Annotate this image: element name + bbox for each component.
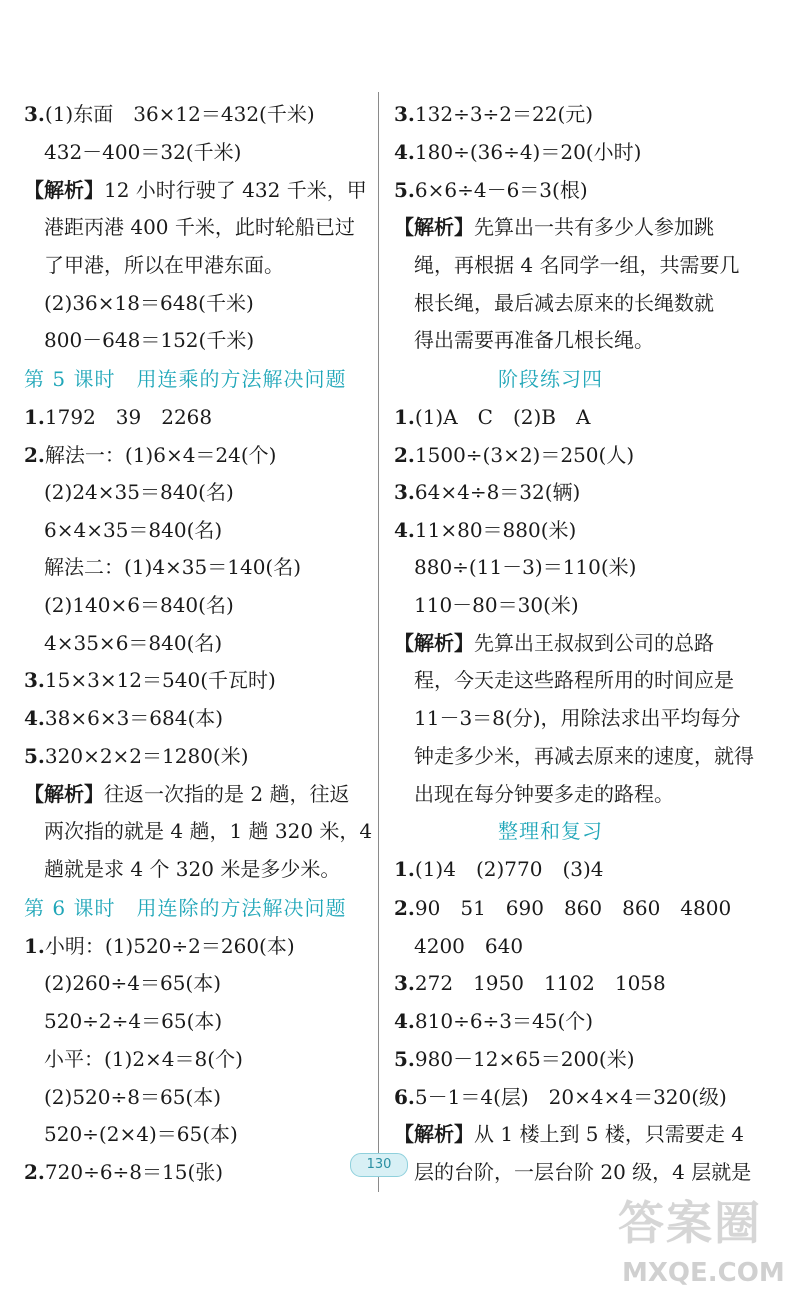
analysis-tag: 【解析】 <box>394 215 474 239</box>
line-text: 11－3＝8(分)，用除法求出平均每分 <box>414 706 741 730</box>
answer-line <box>394 1008 593 1034</box>
answer-line <box>44 856 340 882</box>
line-text: (1)4 (2)770 (3)4 <box>414 857 604 881</box>
analysis-tag: 【解析】 <box>24 782 104 806</box>
question-number: 5. <box>394 178 415 202</box>
question-number: 2. <box>394 896 415 920</box>
line-text: 180÷(36÷4)＝20(小时) <box>414 140 642 164</box>
line-text: 钟走多少米，再减去原来的速度，就得 <box>414 744 754 768</box>
answer-line <box>44 630 222 656</box>
line-text: 810÷6÷3＝45(个) <box>414 1009 594 1033</box>
answer-line <box>394 139 641 165</box>
line-text: (2)260÷4＝65(本) <box>44 971 222 995</box>
page-number: 130 <box>350 1153 408 1177</box>
question-number: 5. <box>24 744 45 768</box>
line-text: 从 1 楼上到 5 楼，只需要走 4 <box>474 1122 744 1146</box>
line-text: 先算出王叔叔到公司的总路 <box>474 631 714 655</box>
line-text: 根长绳，最后减去原来的长绳数就 <box>414 291 714 315</box>
line-text: 1792 39 2268 <box>44 405 213 429</box>
answer-line <box>24 705 223 731</box>
line-text: 出现在每分钟要多走的路程。 <box>414 782 674 806</box>
answer-line <box>414 327 654 353</box>
question-number: 3. <box>394 480 415 504</box>
line-text: 两次指的就是 4 趟，1 趟 320 米，4 <box>44 819 373 843</box>
line-text: 了甲港，所以在甲港东面。 <box>44 253 284 277</box>
section-heading <box>24 895 346 921</box>
answer-line <box>24 101 315 127</box>
line-text: 64×4÷8＝32(辆) <box>414 480 581 504</box>
question-number: 1. <box>394 857 415 881</box>
line-text: 800－648＝152(千米) <box>44 328 255 352</box>
question-number: 4. <box>24 706 45 730</box>
line-text: 整理和复习 <box>498 819 603 843</box>
line-text: 4200 640 <box>414 934 524 958</box>
answer-line <box>394 442 634 468</box>
line-text: 解法一：(1)6×4＝24(个) <box>44 443 277 467</box>
question-number: 4. <box>394 140 415 164</box>
question-number: 3. <box>24 102 45 126</box>
answer-line <box>414 933 523 959</box>
line-text: 港距丙港 400 千米，此时轮船已过 <box>44 215 355 239</box>
section-heading <box>498 366 603 392</box>
answer-line <box>414 705 741 731</box>
question-number: 1. <box>24 405 45 429</box>
answer-line <box>44 818 372 844</box>
line-text: 得出需要再准备几根长绳。 <box>414 328 654 352</box>
answer-line <box>394 856 604 882</box>
line-text: 880÷(11－3)＝110(米) <box>414 555 637 579</box>
line-text: 解法二：(1)4×35＝140(名) <box>44 555 302 579</box>
line-text: (2)36×18＝648(千米) <box>44 291 254 315</box>
answer-line <box>44 1121 238 1147</box>
line-text: 320×2×2＝1280(米) <box>44 744 249 768</box>
answer-line <box>24 743 249 769</box>
line-text: 趟就是求 4 个 320 米是多少米。 <box>44 857 341 881</box>
answer-line <box>414 781 674 807</box>
section-heading <box>498 818 603 844</box>
question-number: 3. <box>24 668 45 692</box>
answer-line <box>44 327 254 353</box>
question-number: 2. <box>24 443 45 467</box>
line-text: 先算出一共有多少人参加跳 <box>474 215 714 239</box>
answer-line <box>24 781 349 807</box>
answer-line <box>394 630 714 656</box>
line-text: 132÷3÷2＝22(元) <box>414 102 594 126</box>
line-text: 4×35×6＝840(名) <box>44 631 223 655</box>
line-text: 15×3×12＝540(千瓦时) <box>44 668 276 692</box>
question-number: 4. <box>394 1009 415 1033</box>
line-text: 980－12×65＝200(米) <box>414 1047 635 1071</box>
question-number: 3. <box>394 971 415 995</box>
line-text: 520÷2÷4＝65(本) <box>44 1009 223 1033</box>
answer-line <box>44 1008 222 1034</box>
line-text: 5－1＝4(层) 20×4×4＝320(级) <box>414 1085 727 1109</box>
answer-line <box>44 517 222 543</box>
analysis-tag: 【解析】 <box>24 178 104 202</box>
answer-line <box>44 1084 221 1110</box>
answer-line <box>394 404 590 430</box>
answer-line <box>414 1159 751 1185</box>
answer-line <box>394 895 731 921</box>
answer-line <box>414 667 734 693</box>
answer-line <box>24 667 276 693</box>
answer-line <box>394 101 593 127</box>
answer-line <box>414 252 739 278</box>
answer-line <box>414 592 579 618</box>
line-text: 第 6 课时 用连除的方法解决问题 <box>24 896 347 920</box>
line-text: 12 小时行驶了 432 千米，甲 <box>104 178 367 202</box>
question-number: 2. <box>394 443 415 467</box>
answer-line <box>44 1046 243 1072</box>
line-text: 往返一次指的是 2 趟，往返 <box>104 782 350 806</box>
question-number: 4. <box>394 518 415 542</box>
line-text: 520÷(2×4)＝65(本) <box>44 1122 238 1146</box>
question-number: 6. <box>394 1085 415 1109</box>
answer-line <box>44 252 284 278</box>
answer-line <box>394 1046 635 1072</box>
line-text: 小明：(1)520÷2＝260(本) <box>44 934 295 958</box>
answer-line <box>414 743 754 769</box>
section-heading <box>24 366 346 392</box>
analysis-tag: 【解析】 <box>394 631 474 655</box>
answer-line <box>44 592 234 618</box>
answer-line <box>24 442 276 468</box>
line-text: 720÷6÷8＝15(张) <box>44 1160 224 1184</box>
question-number: 3. <box>394 102 415 126</box>
answer-line <box>394 970 666 996</box>
question-number: 1. <box>24 934 45 958</box>
answer-line <box>44 139 241 165</box>
line-text: (2)24×35＝840(名) <box>44 480 234 504</box>
line-text: 11×80＝880(米) <box>414 518 577 542</box>
question-number: 1. <box>394 405 415 429</box>
line-text: (2)520÷8＝65(本) <box>44 1085 222 1109</box>
line-text: 绳，再根据 4 名同学一组，共需要几 <box>414 253 740 277</box>
answer-line <box>394 214 714 240</box>
line-text: 第 5 课时 用连乘的方法解决问题 <box>24 367 347 391</box>
answer-line <box>44 290 254 316</box>
answer-line <box>414 554 637 580</box>
line-text: (1)A C (2)B A <box>414 405 591 429</box>
answer-line <box>24 1159 223 1185</box>
answer-line <box>394 177 588 203</box>
line-text: (2)140×6＝840(名) <box>44 593 234 617</box>
watermark-logo: 答案圈 <box>618 1196 762 1250</box>
line-text: 程，今天走这些路程所用的时间应是 <box>414 668 734 692</box>
answer-line <box>24 404 212 430</box>
line-text: 1500÷(3×2)＝250(人) <box>414 443 635 467</box>
answer-line <box>44 479 234 505</box>
watermark-url: MXQE.COM <box>622 1258 785 1288</box>
answer-line <box>394 1084 727 1110</box>
line-text: 272 1950 1102 1058 <box>414 971 666 995</box>
answer-line <box>44 214 355 240</box>
line-text: 6×4×35＝840(名) <box>44 518 223 542</box>
line-text: 110－80＝30(米) <box>414 593 579 617</box>
column-divider <box>378 92 379 1192</box>
answer-line <box>24 933 295 959</box>
question-number: 2. <box>24 1160 45 1184</box>
answer-line <box>44 970 221 996</box>
question-number: 5. <box>394 1047 415 1071</box>
analysis-tag: 【解析】 <box>394 1122 474 1146</box>
line-text: (1)东面 36×12＝432(千米) <box>44 102 315 126</box>
line-text: 38×6×3＝684(本) <box>44 706 224 730</box>
answer-line <box>44 554 301 580</box>
answer-line <box>394 517 576 543</box>
answer-line <box>394 1121 744 1147</box>
answer-line <box>394 479 580 505</box>
answer-line <box>414 290 714 316</box>
line-text: 432－400＝32(千米) <box>44 140 242 164</box>
line-text: 层的台阶，一层台阶 20 级，4 层就是 <box>414 1160 752 1184</box>
line-text: 90 51 690 860 860 4800 <box>414 896 732 920</box>
line-text: 阶段练习四 <box>498 367 603 391</box>
line-text: 6×6÷4－6＝3(根) <box>414 178 588 202</box>
line-text: 小平：(1)2×4＝8(个) <box>44 1047 243 1071</box>
answer-line <box>24 177 367 203</box>
